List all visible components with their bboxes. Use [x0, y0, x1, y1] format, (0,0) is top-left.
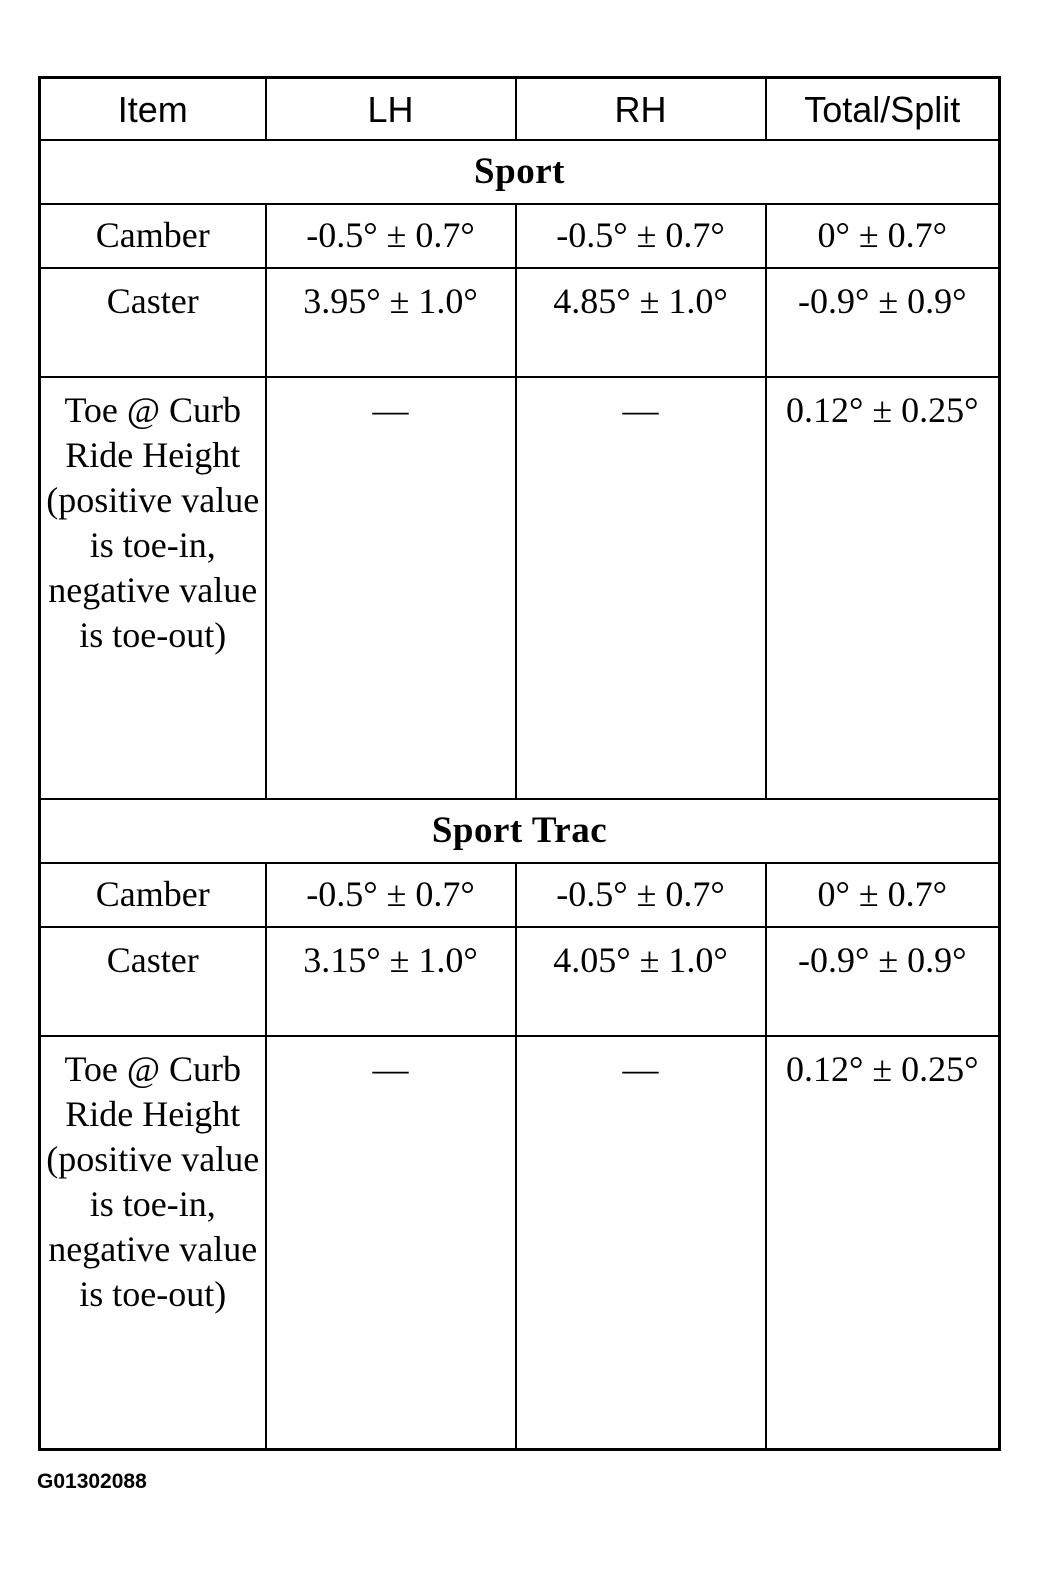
cell-lh: 3.15° ± 1.0°: [266, 927, 516, 1036]
header-item: Item: [40, 78, 266, 140]
cell-total: 0.12° ± 0.25°: [766, 377, 1000, 799]
section-title: Sport: [40, 140, 1000, 204]
section-row-sport-trac: [40, 799, 1000, 863]
cell-total: -0.9° ± 0.9°: [766, 268, 1000, 377]
cell-lh: -0.5° ± 0.7°: [266, 204, 516, 268]
header-rh: RH: [516, 78, 766, 140]
cell-rh: —: [516, 1036, 766, 1450]
table-row: [40, 1036, 1000, 1450]
section-row-sport: [40, 140, 1000, 204]
cell-item: Toe @ Curb Ride Height (positive value is toe-in, negative value is toe-out): [40, 377, 266, 799]
cell-rh: 4.05° ± 1.0°: [516, 927, 766, 1036]
cell-item: Camber: [40, 204, 266, 268]
cell-lh: —: [266, 377, 516, 799]
cell-lh: —: [266, 1036, 516, 1450]
table-row: [40, 927, 1000, 1036]
table-row: [40, 863, 1000, 927]
cell-item: Toe @ Curb Ride Height (positive value is toe-in, negative value is toe-out): [40, 1036, 266, 1450]
cell-total: 0° ± 0.7°: [766, 863, 1000, 927]
cell-total: 0° ± 0.7°: [766, 204, 1000, 268]
header-total-split: Total/Split: [766, 78, 1000, 140]
table-row: [40, 204, 1000, 268]
table-row: [40, 268, 1000, 377]
cell-lh: 3.95° ± 1.0°: [266, 268, 516, 377]
cell-item: Caster: [40, 927, 266, 1036]
alignment-spec-table: [38, 76, 1001, 1451]
cell-item: Caster: [40, 268, 266, 377]
cell-rh: 4.85° ± 1.0°: [516, 268, 766, 377]
figure-id: G01302088: [37, 1470, 147, 1493]
cell-lh: -0.5° ± 0.7°: [266, 863, 516, 927]
header-lh: LH: [266, 78, 516, 140]
cell-rh: -0.5° ± 0.7°: [516, 863, 766, 927]
cell-total: -0.9° ± 0.9°: [766, 927, 1000, 1036]
cell-item: Camber: [40, 863, 266, 927]
header-row: [40, 78, 1000, 140]
cell-rh: -0.5° ± 0.7°: [516, 204, 766, 268]
section-title: Sport Trac: [40, 799, 1000, 863]
cell-rh: —: [516, 377, 766, 799]
cell-total: 0.12° ± 0.25°: [766, 1036, 1000, 1450]
table-row: [40, 377, 1000, 799]
